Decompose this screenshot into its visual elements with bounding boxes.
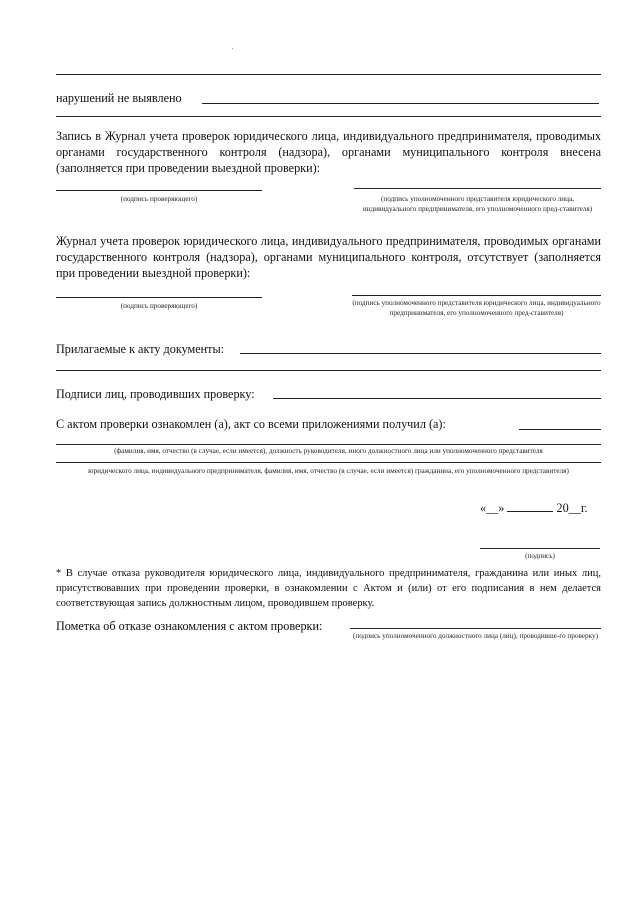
date-year-prefix: 20 — [556, 501, 569, 515]
fullname-caption-line-2: юридического лица, индивидуального предпринимателя, фамилия, имя, отчество (в случае, если имеется) гражданина, его уполномоченного представителя) — [88, 467, 569, 475]
attached-docs-fill-line[interactable] — [240, 353, 601, 354]
date-month-blank[interactable] — [507, 500, 553, 512]
acquainted-label: С актом проверки ознакомлен (а), акт со всеми приложениями получил (а): — [56, 417, 446, 431]
fullname-line-1[interactable] — [56, 444, 601, 445]
date-day-blank: __ — [486, 501, 499, 515]
date-year-suffix: г. — [580, 501, 588, 515]
refusal-mark-caption: (подпись уполномоченного должностного лица (лиц), проводивше-го проверку) — [353, 632, 598, 640]
inspectors-signatures-label: Подписи лиц, проводивших проверку: — [56, 387, 255, 401]
inspectors-signatures-fill-line[interactable] — [273, 398, 601, 399]
authorized-rep-caption-2: (подпись уполномоченного представителя юридического лица, индивидуального предпринимателя, его уполномоченного пред-ставителя) — [352, 299, 601, 317]
date-year-blank: __ — [568, 501, 581, 515]
authorized-rep-signature-line-1[interactable] — [354, 188, 601, 189]
date-field[interactable] — [480, 500, 610, 516]
refusal-mark-signature-line[interactable] — [350, 628, 601, 629]
date-open-quote: « — [480, 501, 487, 515]
attached-docs-label: Прилагаемые к акту документы: — [56, 342, 225, 356]
violations-fill-line[interactable] — [202, 103, 599, 104]
footnote: * В случае отказа руководителя юридического лица, индивидуального предпринимателя, гражданина или иных лиц, присутствовавших при проведении проверки, в ознакомлении с Актом и (или) от его подписания в нем делается соответствующая запись должностным лицом, проводившем проверку. — [56, 568, 601, 609]
attached-docs-rule — [56, 370, 601, 371]
date-close-quote: » — [498, 501, 505, 515]
journal-absent-paragraph: Журнал учета проверок юридического лица, индивидуального предпринимателя, проводимых органами государственного контроля (надзора), органами муниципального контроля, отсутствует (заполняется при проведении выездной проверки): — [56, 234, 601, 280]
inspector-signature-line-2[interactable] — [56, 297, 262, 298]
inspector-signature-caption-1: (подпись проверяющего) — [120, 195, 198, 203]
scan-speck — [232, 48, 233, 49]
signature-line[interactable] — [480, 548, 600, 549]
refusal-mark-label: Пометка об отказе ознакомления с актом проверки: — [56, 619, 323, 633]
acquainted-fill-line[interactable] — [519, 429, 601, 430]
violations-rule — [56, 116, 601, 117]
fullname-line-2[interactable] — [56, 462, 601, 463]
journal-entry-paragraph: Запись в Журнал учета проверок юридического лица, индивидуального предпринимателя, проводимых органами государственного контроля (надзора), органами муниципального контроля внесена (заполняется при проведении выездной проверки): — [56, 129, 601, 175]
fullname-caption-line-1: (фамилия, имя, отчество (в случае, если имеется), должность руководителя, иного должностного лица или уполномоченного представителя — [114, 447, 543, 455]
signature-caption: (подпись) — [525, 552, 555, 560]
authorized-rep-signature-line-2[interactable] — [352, 295, 601, 296]
inspector-signature-line-1[interactable] — [56, 190, 262, 191]
violations-label: нарушений не выявлено — [56, 91, 182, 105]
authorized-rep-caption-1: (подпись уполномоченного представителя юридического лица, индивидуального предпринимателя, его уполномоченного пред-ставителя) — [362, 195, 593, 213]
inspector-signature-caption-2: (подпись проверяющего) — [120, 302, 198, 310]
top-rule — [56, 74, 601, 75]
